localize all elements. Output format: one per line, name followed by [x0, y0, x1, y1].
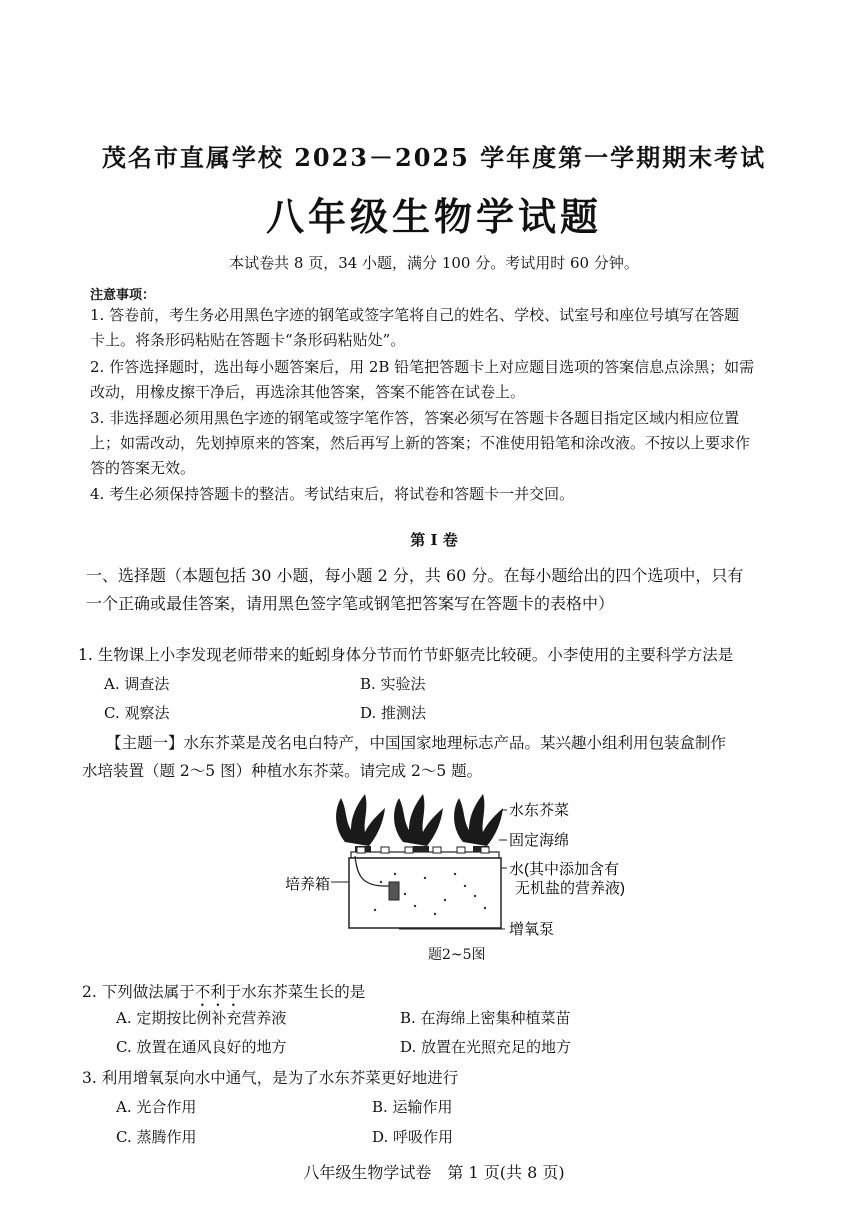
- question-1-stem: 1. 生物课上小李发现老师带来的蚯蚓身体分节而竹节虾躯壳比较硬。小李使用的主要科学方法是: [78, 646, 734, 664]
- figure-label-pump: 增氧泵: [509, 921, 555, 938]
- question-1-option-c: C. 观察法: [104, 704, 170, 722]
- figure-label-plant: 水东芥菜: [509, 802, 570, 819]
- theme-intro: 水培装置（题 2～5 图）种植水东芥菜。请完成 2～5 题。: [82, 762, 483, 780]
- question-2-option-d: D. 放置在光照充足的地方: [400, 1038, 572, 1056]
- paper-title: 八年级生物学试题: [265, 194, 602, 239]
- question-2-stem: [82, 980, 365, 1010]
- figure-caption: 题2~5图: [428, 947, 486, 963]
- notice-line: 上；如需改动，先划掉原来的答案，然后再写上新的答案；不准使用铅笔和涂改液。不按以上要求作: [90, 434, 751, 452]
- question-1-option-a: A. 调查法: [104, 675, 170, 693]
- question-2-stem-pre: 2. 下列做法属于: [82, 983, 195, 1001]
- paper-subtitle: 本试卷共 8 页，34 小题，满分 100 分。考试用时 60 分钟。: [229, 254, 639, 272]
- figure-label-sponge: 固定海绵: [509, 832, 570, 849]
- notice-line: 1. 答卷前，考生务必用黑色字迹的钢笔或签字笔将自己的姓名、学校、试室号和座位号填写在答题: [90, 306, 740, 324]
- notice-line: 4. 考生必须保持答题卡的整洁。考试结束后，将试卷和答题卡一并交回。: [90, 485, 575, 503]
- figure-label-box: 培养箱: [285, 876, 331, 893]
- notice-line: 答的答案无效。: [90, 459, 196, 477]
- section-instruction: 一、选择题（本题包括 30 小题，每小题 2 分，共 60 分。在每小题给出的四个选项中，只有: [86, 566, 744, 585]
- notice-line: 3. 非选择题必须用黑色字迹的钢笔或签字笔作答，答案必须写在答题卡各题目指定区域内相应位置: [90, 409, 740, 427]
- notice-line: 卡上。将条形码粘贴在答题卡“条形码粘贴处”。: [90, 331, 406, 349]
- question-1-option-d: D. 推测法: [360, 704, 427, 722]
- page-footer: 八年级生物学试卷 第 1 页(共 8 页): [303, 1163, 565, 1182]
- question-3-option-c: C. 蒸腾作用: [116, 1128, 197, 1146]
- theme-intro: 【主题一】水东芥菜是茂名电白特产，中国国家地理标志产品。某兴趣小组利用包装盒制作: [106, 734, 727, 752]
- question-2-stem-emphasis: 不利于: [194, 983, 242, 1001]
- hydroponic-figure: [285, 790, 645, 940]
- exam-title: 茂名市直属学校 2023－2025 学年度第一学期期末考试: [101, 143, 767, 172]
- plant-icon: [336, 794, 503, 846]
- question-2-stem-post: 水东芥菜生长的是: [241, 983, 366, 1001]
- part-title: 第 I 卷: [410, 531, 458, 549]
- question-1-option-b: B. 实验法: [360, 675, 426, 693]
- question-3-option-b: B. 运输作用: [372, 1098, 453, 1116]
- notice-line: 2. 作答选择题时，选出每小题答案后，用 2B 铅笔把答题卡上对应题目选项的答案信息点涂黑；如需: [90, 358, 755, 376]
- question-2-option-b: B. 在海绵上密集种植菜苗: [400, 1009, 571, 1027]
- question-3-option-d: D. 呼吸作用: [372, 1128, 454, 1146]
- question-2-option-c: C. 放置在通风良好的地方: [116, 1038, 287, 1056]
- question-2-option-a: A. 定期按比例补充营养液: [116, 1009, 287, 1027]
- question-3-option-a: A. 光合作用: [116, 1098, 197, 1116]
- figure-label-water: 水(其中添加含有: [509, 861, 619, 878]
- section-instruction: 一个正确或最佳答案，请用黑色签字笔或钢笔把答案写在答题卡的表格中）: [86, 594, 615, 613]
- notice-line: 改动，用橡皮擦干净后，再选涂其他答案，答案不能答在试卷上。: [90, 383, 526, 401]
- notice-heading: 注意事项：: [90, 288, 156, 303]
- question-3-stem: 3. 利用增氧泵向水中通气，是为了水东芥菜更好地进行: [82, 1069, 459, 1087]
- figure-label-water: 无机盐的营养液): [515, 880, 625, 897]
